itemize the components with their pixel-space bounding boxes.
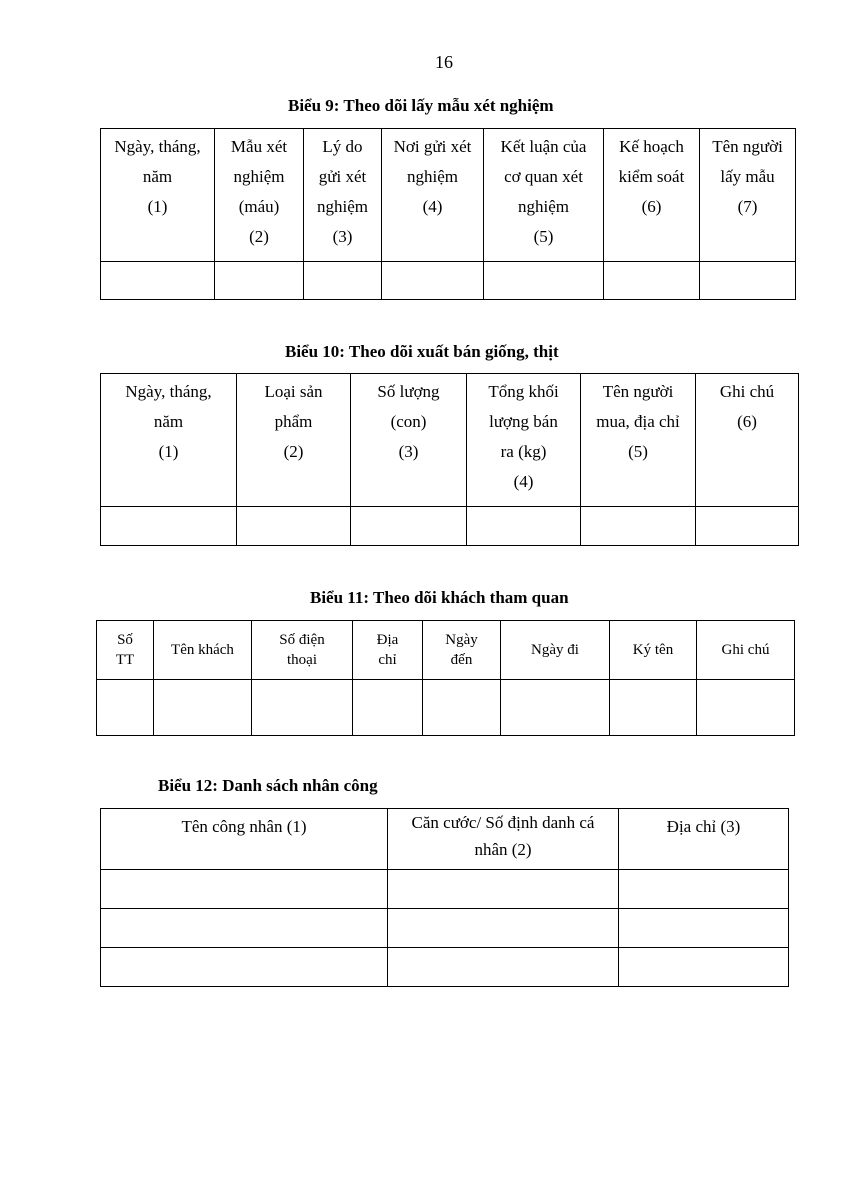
table9-caption: Biểu 9: Theo dõi lấy mẫu xét nghiệm: [288, 96, 554, 115]
table-cell[interactable]: [619, 909, 789, 948]
table11-header-phone: Số điện thoại: [252, 621, 353, 680]
table10-header-quantity: Số lượng (con) (3): [351, 374, 467, 507]
table9-header-reason: Lý do gửi xét nghiệm (3): [304, 129, 382, 262]
table9-header-lab: Nơi gửi xét nghiệm (4): [382, 129, 484, 262]
table-cell[interactable]: [101, 262, 215, 300]
table12-header-row: [101, 809, 789, 870]
table12-header-id: Căn cước/ Số định danh cá nhân (2): [388, 809, 619, 870]
table9-header-sample: Mẫu xét nghiệm (máu) (2): [215, 129, 304, 262]
page-number: 16: [435, 52, 453, 72]
table9-header-sampler: Tên người lấy mẫu (7): [700, 129, 796, 262]
table10-caption: Biểu 10: Theo dõi xuất bán giống, thịt: [285, 342, 559, 361]
table-cell[interactable]: [604, 262, 700, 300]
table10-header-buyer: Tên người mua, địa chỉ (5): [581, 374, 696, 507]
table-cell[interactable]: [467, 507, 581, 546]
table10-header-product: Loại sản phẩm (2): [237, 374, 351, 507]
table12-header-name: Tên công nhân (1): [101, 809, 388, 870]
table-cell[interactable]: [610, 680, 697, 736]
table9-header-row: [101, 129, 796, 262]
table-cell[interactable]: [484, 262, 604, 300]
table-cell[interactable]: [619, 948, 789, 987]
table12-empty-row: [101, 870, 789, 909]
table-cell[interactable]: [619, 870, 789, 909]
table9-header-date: Ngày, tháng, năm (1): [101, 129, 215, 262]
table-cell[interactable]: [101, 507, 237, 546]
table-cell[interactable]: [697, 680, 795, 736]
table10-header-notes: Ghi chú (6): [696, 374, 799, 507]
table-cell[interactable]: [101, 909, 388, 948]
table9-header-conclusion: Kết luận của cơ quan xét nghiệm (5): [484, 129, 604, 262]
table-cell[interactable]: [700, 262, 796, 300]
table11-header-departure: Ngày đi: [501, 621, 610, 680]
table11: [96, 620, 795, 736]
table10-empty-row: [101, 507, 799, 546]
table11-header-guest: Tên khách: [154, 621, 252, 680]
table10-header-weight: Tổng khối lượng bán ra (kg) (4): [467, 374, 581, 507]
table11-header-signature: Ký tên: [610, 621, 697, 680]
table9-empty-row: [101, 262, 796, 300]
table-cell[interactable]: [154, 680, 252, 736]
table12: [100, 808, 789, 987]
table10-header-row: [101, 374, 799, 507]
table-cell[interactable]: [97, 680, 154, 736]
table12-caption: Biểu 12: Danh sách nhân công: [158, 776, 378, 795]
table-cell[interactable]: [382, 262, 484, 300]
table10: [100, 373, 799, 546]
table-cell[interactable]: [304, 262, 382, 300]
table-cell[interactable]: [252, 680, 353, 736]
table-cell[interactable]: [388, 909, 619, 948]
table10-header-date: Ngày, tháng, năm (1): [101, 374, 237, 507]
table12-empty-row: [101, 909, 789, 948]
table-cell[interactable]: [353, 680, 423, 736]
table-cell[interactable]: [423, 680, 501, 736]
table9-header-plan: Kế hoạch kiểm soát (6): [604, 129, 700, 262]
table11-header-address: Địa chỉ: [353, 621, 423, 680]
table11-caption: Biểu 11: Theo dõi khách tham quan: [310, 588, 569, 607]
table11-header-row: [97, 621, 795, 680]
table-cell[interactable]: [101, 948, 388, 987]
table-cell[interactable]: [581, 507, 696, 546]
table12-empty-row: [101, 948, 789, 987]
table-cell[interactable]: [101, 870, 388, 909]
table-cell[interactable]: [237, 507, 351, 546]
table-cell[interactable]: [501, 680, 610, 736]
table-cell[interactable]: [215, 262, 304, 300]
table11-header-arrival: Ngày đến: [423, 621, 501, 680]
table-cell[interactable]: [351, 507, 467, 546]
table-cell[interactable]: [388, 948, 619, 987]
table12-header-address: Địa chỉ (3): [619, 809, 789, 870]
table11-empty-row: [97, 680, 795, 736]
table9: [100, 128, 796, 300]
table11-header-no: Số TT: [97, 621, 154, 680]
table-cell[interactable]: [696, 507, 799, 546]
table-cell[interactable]: [388, 870, 619, 909]
table11-header-notes: Ghi chú: [697, 621, 795, 680]
